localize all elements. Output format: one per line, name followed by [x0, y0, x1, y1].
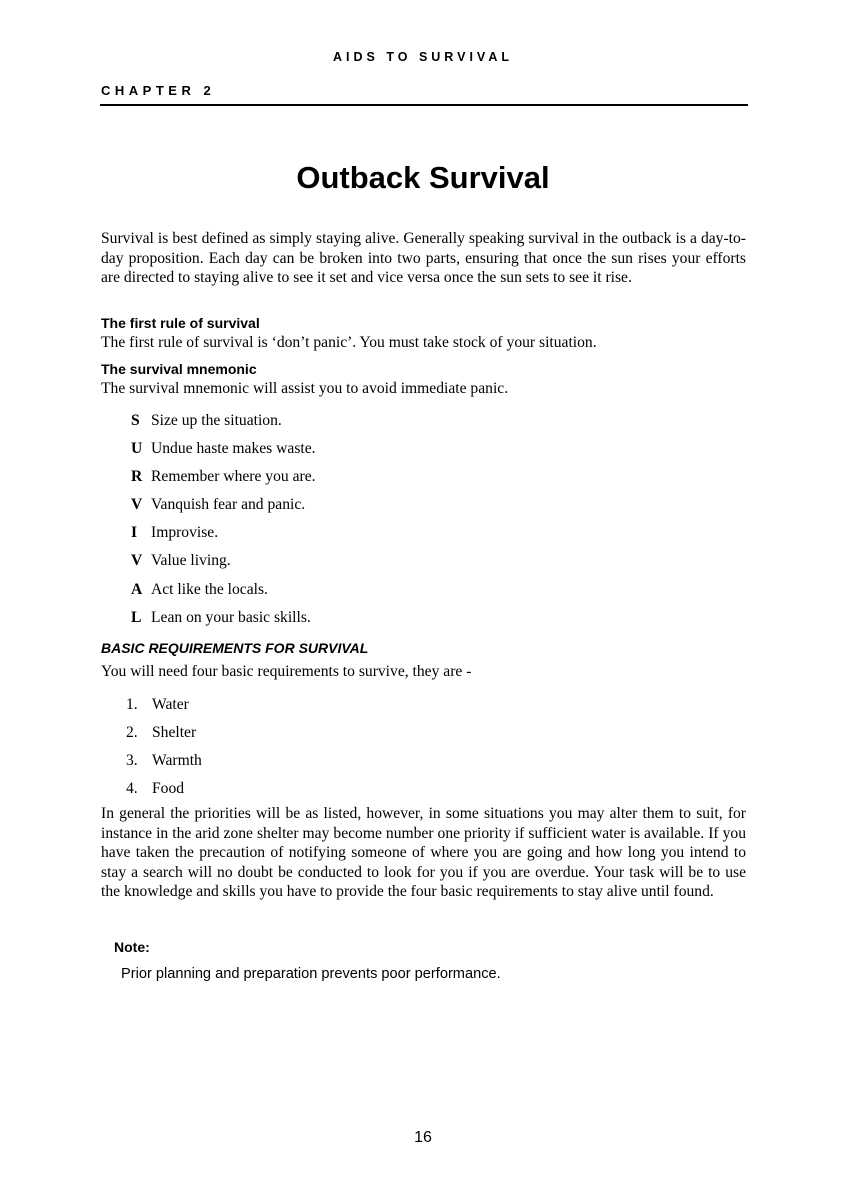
requirement-number: 3. [126, 752, 138, 769]
requirement-number: 1. [126, 696, 138, 713]
mnemonic-text: Lean on your basic skills. [151, 609, 311, 626]
first-rule-heading: The first rule of survival [101, 315, 260, 331]
requirement-item [126, 723, 196, 743]
page-number: 16 [414, 1129, 432, 1146]
mnemonic-item [131, 580, 268, 600]
chapter-label: CHAPTER 2 [101, 83, 216, 98]
requirement-number: 4. [126, 780, 138, 797]
mnemonic-item [131, 439, 316, 459]
mnemonic-letter: U [131, 440, 143, 457]
mnemonic-letter: R [131, 468, 143, 485]
intro-paragraph: Survival is best defined as simply staying alive. Generally speaking survival in the outback is a day-to-day proposition. Each day can be broken into two parts, ensuring that once the sun rises your efforts are directed to staying alive to see it set and vice versa once the sun sets to see it rise. [101, 230, 746, 286]
mnemonic-text: Improvise. [151, 524, 219, 541]
requirement-text: Warmth [152, 752, 202, 769]
mnemonic-letter: V [131, 552, 143, 569]
mnemonic-letter: S [131, 412, 140, 429]
mnemonic-paragraph: The survival mnemonic will assist you to avoid immediate panic. [101, 380, 509, 397]
mnemonic-item [131, 495, 305, 515]
requirements-paragraph: You will need four basic requirements to survive, they are - [101, 663, 472, 680]
mnemonic-letter: L [131, 609, 142, 626]
mnemonic-text: Value living. [151, 552, 231, 569]
mnemonic-letter: V [131, 496, 143, 513]
requirements-heading: BASIC REQUIREMENTS FOR SURVIVAL [101, 640, 369, 656]
mnemonic-text: Remember where you are. [151, 468, 316, 485]
requirement-number: 2. [126, 724, 138, 741]
mnemonic-text: Undue haste makes waste. [151, 440, 316, 457]
mnemonic-text: Act like the locals. [151, 581, 268, 598]
mnemonic-heading: The survival mnemonic [101, 361, 257, 377]
mnemonic-letter: A [131, 581, 143, 598]
mnemonic-text: Size up the situation. [151, 412, 282, 429]
requirement-item [126, 751, 202, 771]
mnemonic-text: Vanquish fear and panic. [151, 496, 306, 513]
requirement-item [126, 779, 184, 799]
requirement-text: Shelter [152, 724, 197, 741]
requirement-item [126, 695, 189, 715]
running-header: AIDS TO SURVIVAL [333, 50, 513, 64]
requirement-text: Water [152, 696, 189, 713]
priorities-paragraph: In general the priorities will be as listed, however, in some situations you may alter them to suit, for instance in the arid zone shelter may become number one priority if sufficient water is available. If you have taken the precaution of notifying someone of where you are going and how long you intend to stay a search will no doubt be conducted to look for you if you are overdue. Your task will be to use the knowledge and skills you have to provide the four basic requirements to stay alive until found. [101, 805, 746, 900]
first-rule-paragraph: The first rule of survival is ‘don’t panic’. You must take stock of your situation. [101, 334, 597, 351]
note-text: Prior planning and preparation prevents poor performance. [121, 966, 501, 982]
mnemonic-letter: I [131, 524, 138, 541]
mnemonic-item [131, 551, 231, 571]
mnemonic-item [131, 608, 311, 628]
note-label: Note: [114, 939, 150, 955]
mnemonic-item [131, 523, 218, 543]
header-rule [100, 104, 748, 106]
mnemonic-item [131, 411, 282, 431]
mnemonic-item [131, 467, 316, 487]
requirement-text: Food [152, 780, 185, 797]
page-title: Outback Survival [296, 160, 550, 195]
